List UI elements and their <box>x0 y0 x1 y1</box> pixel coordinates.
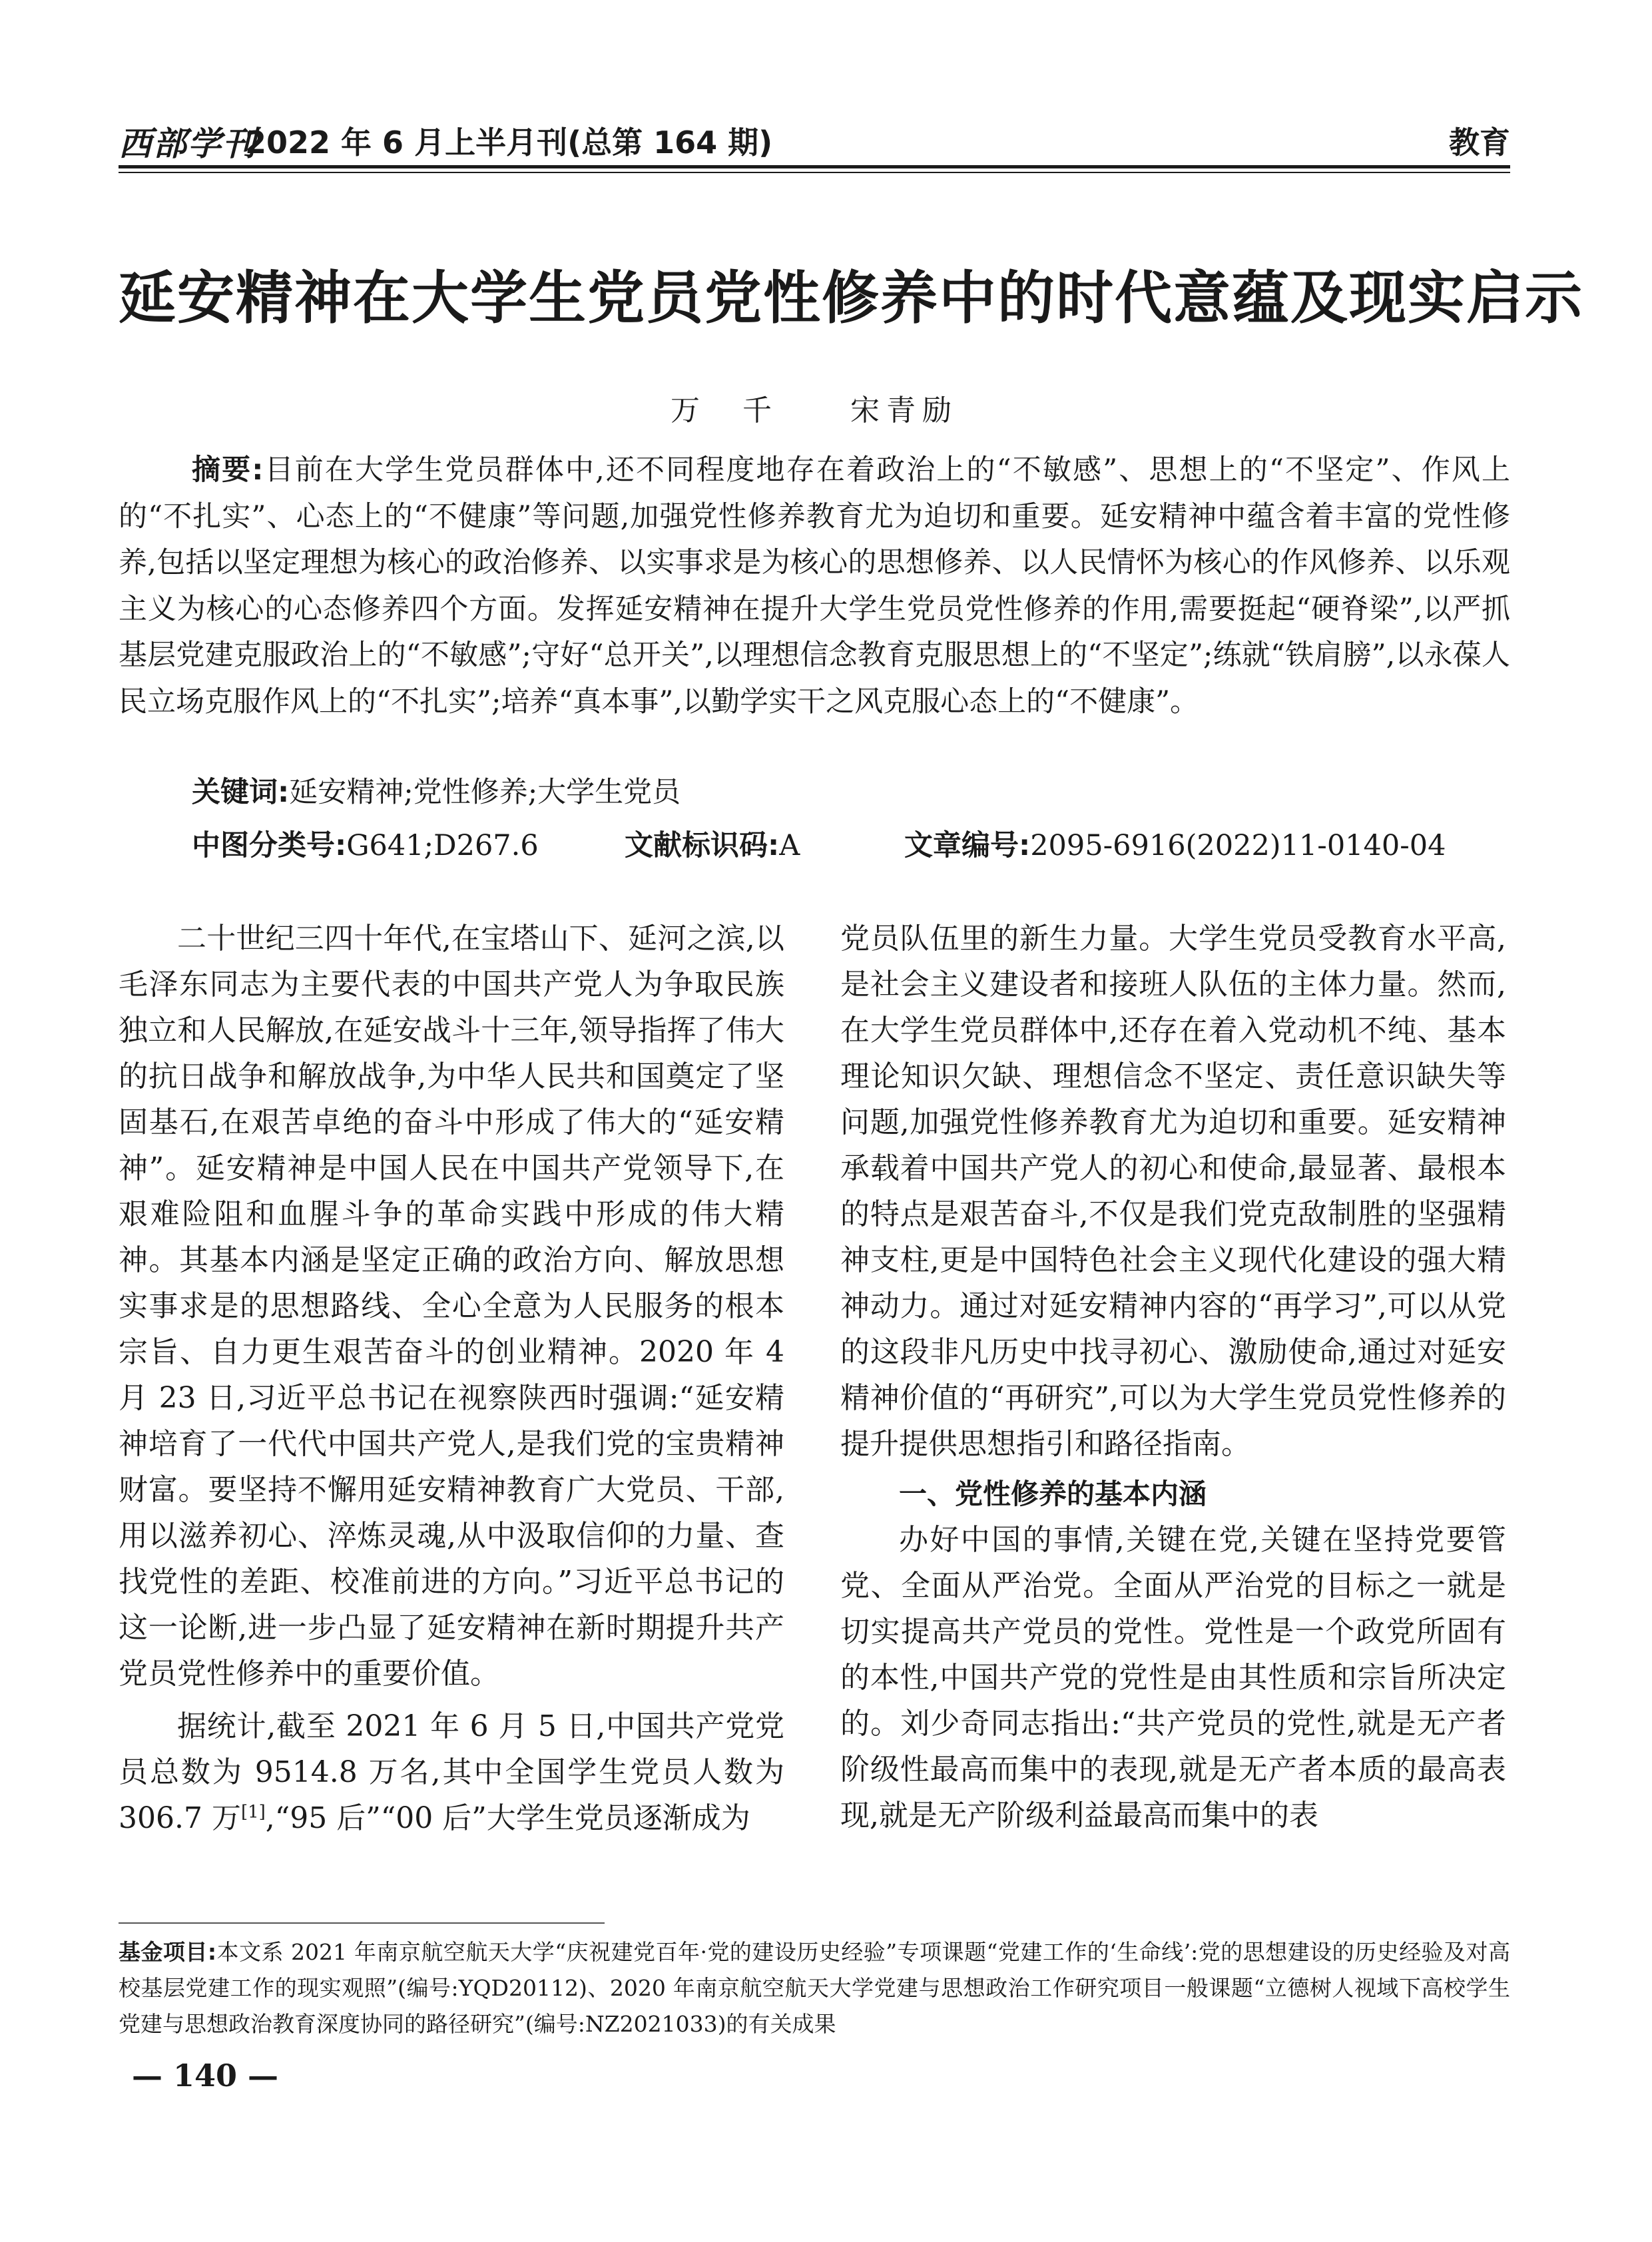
abstract-label: 摘要: <box>192 453 264 487</box>
journal-logo: 西部学刊 <box>119 124 257 163</box>
paragraph: 办好中国的事情,关键在党,关键在坚持党要管党、全面从严治党。全面从严治党的目标之一就是切实提高共产党员的党性。党性是一个政党所固有的本性,中国共产党的党性是由其性质和宗旨所决定的。刘少奇同志指出:“共产党员的党性,就是无产者阶级性最高而集中的表现,就是无产者本质的最高表现,就是无产阶级利益最高而集中的表 <box>840 1523 1506 1832</box>
authors: 万 千 宋青励 <box>671 394 958 427</box>
body-column-left <box>119 916 784 1841</box>
footnote-rule <box>119 1922 605 1924</box>
section-name: 教育 <box>1449 125 1510 160</box>
header-rule-thick <box>119 165 1510 168</box>
keywords-text: 延安精神;党性修养;大学生党员 <box>289 776 681 809</box>
document-code: 文献标识码:A <box>625 829 800 862</box>
classification-line <box>192 826 1510 866</box>
paragraph: 据统计,截至 2021 年 6 月 5 日,中国共产党党员总数为 9514.8 万名,其中全国学生党员人数为 306.7 万[1],“95 后”“00 后”大学生党员逐渐成为 <box>119 1709 784 1835</box>
abstract-text: 目前在大学生党员群体中,还不同程度地存在着政治上的“不敏感”、思想上的“不坚定”、作风上的“不扎实”、心态上的“不健康”等问题,加强党性修养教育尤为迫切和重要。延安精神中蕴含着丰富的党性修养,包括以坚定理想为核心的政治修养、以实事求是为核心的思想修养、以人民情怀为核心的作风修养、以乐观主义为核心的心态修养四个方面。发挥延安精神在提升大学生党员党性修养的作用,需要挺起“硬脊梁”,以严抓基层党建克服政治上的“不敏感”;守好“总开关”,以理想信念教育克服思想上的“不坚定”;练就“铁肩膀”,以永葆人民立场克服作风上的“不扎实”;培养“真本事”,以勤学实干之风克服心态上的“不健康”。 <box>119 453 1510 718</box>
paragraph: 党员队伍里的新生力量。大学生党员受教育水平高,是社会主义建设者和接班人队伍的主体力量。然而,在大学生党员群体中,还存在着入党动机不纯、基本理论知识欠缺、理想信念不坚定、责任意识缺失等问题,加强党性修养教育尤为迫切和重要。延安精神承载着中国共产党人的初心和使命,最显著、最根本的特点是艰苦奋斗,不仅是我们党克敌制胜的坚强精神支柱,更是中国特色社会主义现代化建设的强大精神动力。通过对延安精神内容的“再学习”,可以从党的这段非凡历史中找寻初心、激励使命,通过对延安精神价值的“再研究”,可以为大学生党员党性修养的提升提供思想指引和路径指南。 <box>840 922 1506 1461</box>
article-title: 延安精神在大学生党员党性修养中的时代意蕴及现实启示 <box>119 265 1583 332</box>
footnote-label: 基金项目: <box>119 1939 217 1965</box>
paragraph: 二十世纪三四十年代,在宝塔山下、延河之滨,以毛泽东同志为主要代表的中国共产党人为争取民族独立和人民解放,在延安战斗十三年,领导指挥了伟大的抗日战争和解放战争,为中华人民共和国奠定了坚固基石,在艰苦卓绝的奋斗中形成了伟大的“延安精神”。延安精神是中国人民在中国共产党领导下,在艰难险阻和血腥斗争的革命实践中形成的伟大精神。其基本内涵是坚定正确的政治方向、解放思想实事求是的思想路线、全心全意为人民服务的根本宗旨、自力更生艰苦奋斗的创业精神。2020 年 4 月 23 日,习近平总书记在视察陕西时强调:“延安精神培育了一代代中国共产党人,是我们党的宝贵精神财富。要坚持不懈用延安精神教育广大党员、干部,用以滋养初心、淬炼灵魂,从中汲取信仰的力量、查找党性的差距、校准前进的方向。”习近平总书记的这一论断,进一步凸显了延安精神在新时期提升共产党员党性修养中的重要价值。 <box>119 922 784 1691</box>
keywords-label: 关键词: <box>192 776 290 809</box>
issue-info: 2022 年 6 月上半月刊(总第 164 期) <box>245 125 773 160</box>
section-heading: 一、党性修养的基本内涵 <box>899 1478 1207 1510</box>
footnote-text: 本文系 2021 年南京航空航天大学“庆祝建党百年·党的建设历史经验”专项课题“党建工作的‘生命线’:党的思想建设的历史经验及对高校基层党建工作的现实观照”(编号:YQD20112)、2020 年南京航空航天大学党建与思想政治工作研究项目一般课题“立德树人视域下高校学生党建与思想政治教育深度协同的路径研究”(编号:NZ2021033)的有关成果 <box>119 1939 1510 2037</box>
citation-ref: [1] <box>240 1802 266 1822</box>
footnote-funding <box>119 1934 1510 2042</box>
header-rule-thin <box>119 172 1510 173</box>
abstract <box>119 447 1510 725</box>
body-column-right <box>840 916 1506 1838</box>
keywords <box>192 772 1510 812</box>
clc-code: 中图分类号:G641;D267.6 <box>192 829 539 862</box>
page-number: — 140 — <box>132 2058 279 2094</box>
running-header <box>119 113 1510 166</box>
article-number: 文章编号:2095-6916(2022)11-0140-04 <box>904 829 1446 862</box>
